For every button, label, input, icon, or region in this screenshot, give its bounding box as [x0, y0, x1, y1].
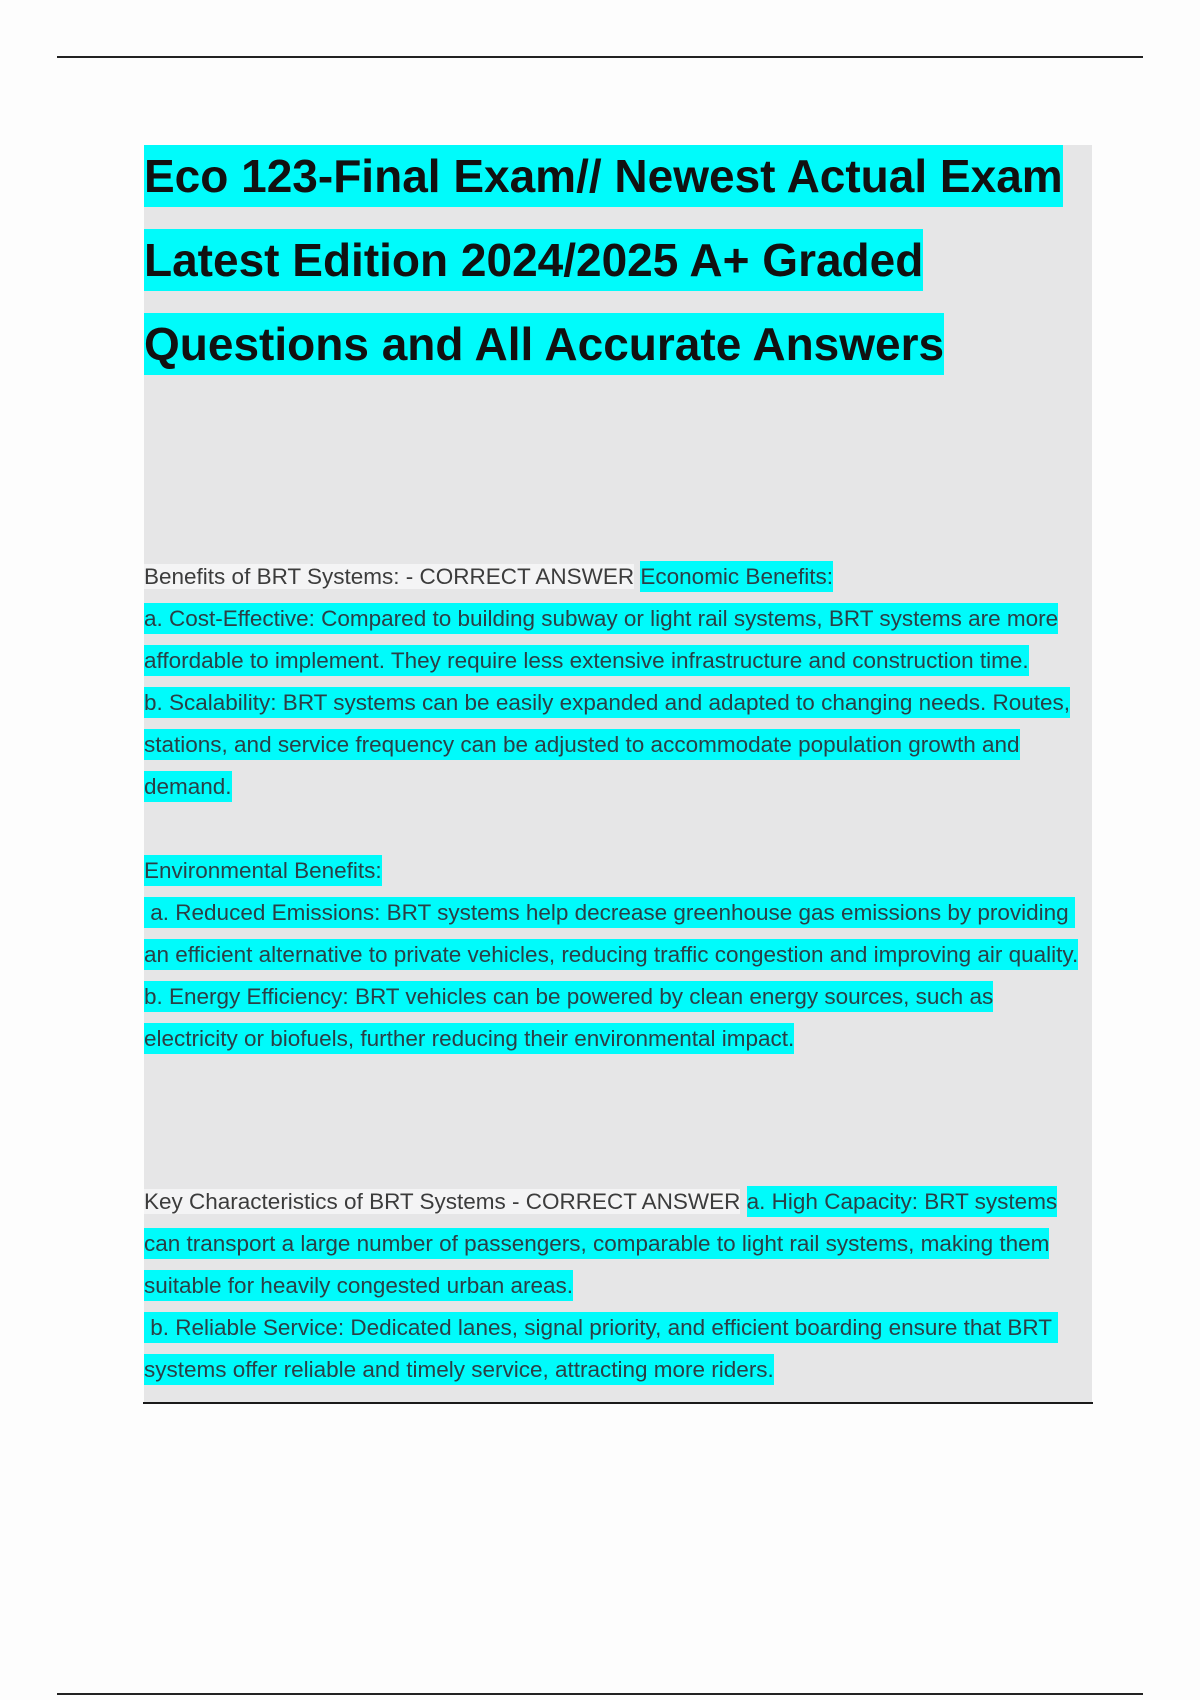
- answer-line: Environmental Benefits:: [144, 855, 382, 886]
- paragraph-gap: [144, 808, 1092, 850]
- qa-line: [144, 682, 1092, 808]
- answer-line: b. Energy Efficiency: BRT vehicles can be powered by clean energy sources, such as electricity or biofuels, further reducing their environmental impact.: [144, 981, 993, 1054]
- answer-line: b. Scalability: BRT systems can be easily expanded and adapted to changing needs. Routes, stations, and service frequency can be adjusted to accommodate population growth and demand.: [144, 687, 1070, 802]
- document-title-text: Eco 123-Final Exam// Newest Actual Exam Latest Edition 2024/2025 A+ Graded Questions and All Accurate Answers: [144, 145, 1063, 375]
- qa-line: [144, 598, 1092, 682]
- qa-line: [144, 892, 1092, 976]
- answer-line: b. Reliable Service: Dedicated lanes, signal priority, and efficient boarding ensure that BRT systems offer reliable and timely service, attracting more riders.: [144, 1312, 1058, 1385]
- answer-line: a. Cost-Effective: Compared to building subway or light rail systems, BRT systems are more affordable to implement. They require less extensive infrastructure and construction time.: [144, 603, 1058, 676]
- question-label: Benefits of BRT Systems: - CORRECT ANSWER: [144, 564, 635, 589]
- qa-item-brt-characteristics: [144, 1181, 1092, 1391]
- question-label: Key Characteristics of BRT Systems - CORRECT ANSWER: [144, 1189, 741, 1214]
- answer-line: a. Reduced Emissions: BRT systems help decrease greenhouse gas emissions by providing an efficient alternative to private vehicles, reducing traffic congestion and improving air quality.: [144, 897, 1078, 970]
- page-top-rule: [57, 56, 1143, 58]
- page-bottom-rule: [57, 1693, 1143, 1695]
- content-bottom-rule: [143, 1402, 1093, 1404]
- qa-line: [144, 850, 1092, 892]
- answer-line: a. High Capacity: BRT systems can transport a large number of passengers, comparable to light rail systems, making them suitable for heavily congested urban areas.: [144, 1186, 1057, 1301]
- qa-line: [144, 1307, 1092, 1391]
- qa-line: [144, 556, 1092, 598]
- qa-line: [144, 1181, 1092, 1307]
- document-title: [144, 134, 1084, 386]
- answer-line: Economic Benefits:: [640, 561, 833, 592]
- qa-item-brt-benefits: [144, 556, 1092, 1060]
- qa-line: [144, 976, 1092, 1060]
